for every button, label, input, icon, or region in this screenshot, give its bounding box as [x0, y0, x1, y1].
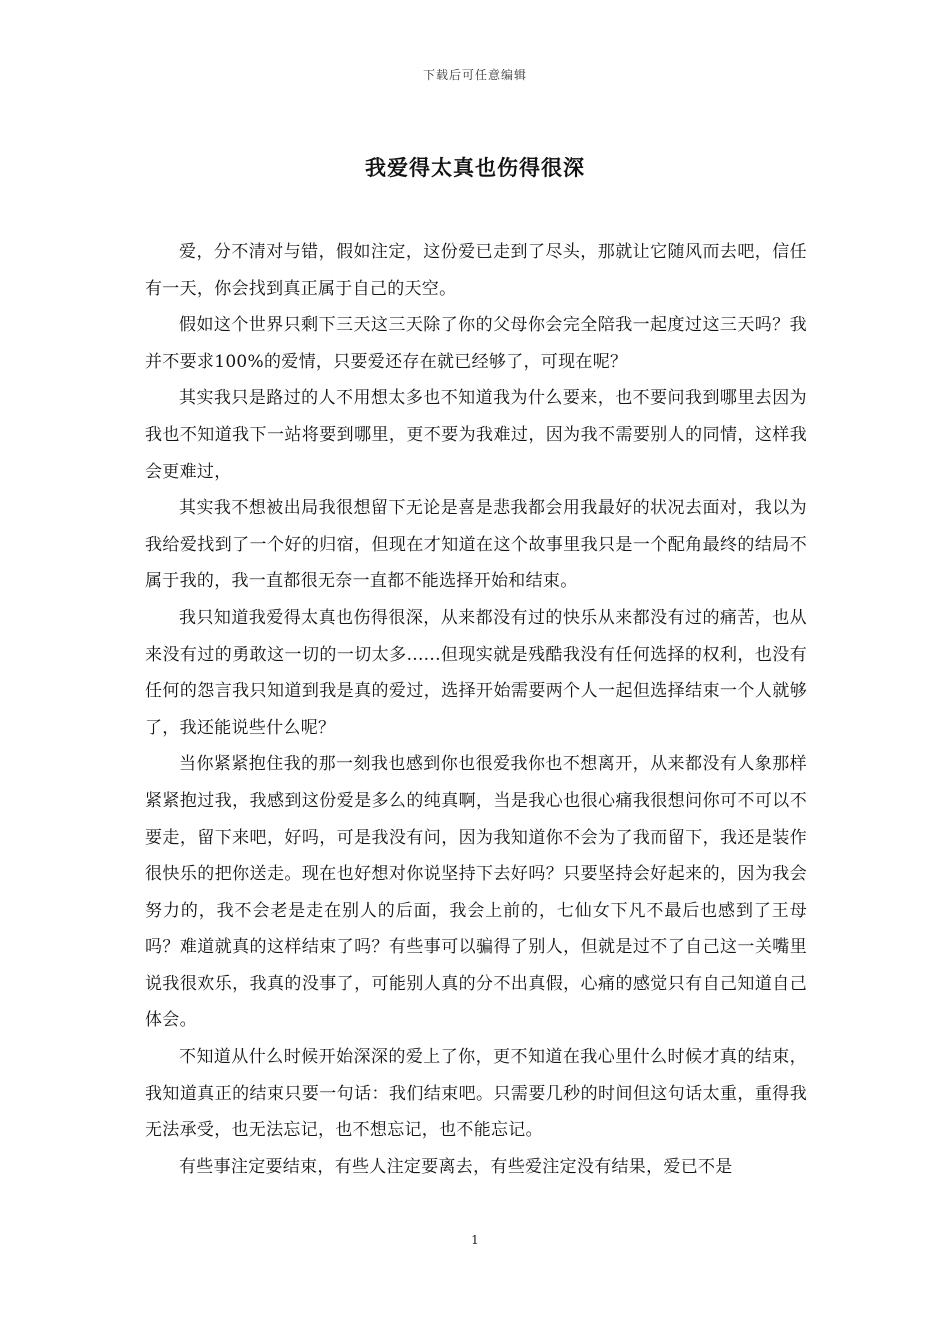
paragraph: 其实我只是路过的人不用想太多也不知道我为什么要来，也不要问我到哪里去因为我也不知道我下一站将要到哪里，更不要为我难过，因为我不需要别人的同情，这样我会更难过， [145, 388, 807, 482]
paragraph: 爱，分不清对与错，假如注定，这份爱已走到了尽头，那就让它随风而去吧，信任有一天，你会找到真正属于自己的天空。 [145, 242, 807, 299]
paragraph: 有些事注定要结束，有些人注定要离去，有些爱注定没有结果，爱已不是 [179, 1156, 733, 1177]
paragraph: 我只知道我爱得太真也伤得很深，从来都没有过的快乐从来都没有过的痛苦，也从来没有过的勇敢这一切的一切太多......但现实就是残酷我没有任何选择的权利，也没有任何的怨言我只知道到我是真的爱过，选择开始需要两个人一起但选择结束一个人就够了，我还能说些什么呢？ [145, 607, 807, 738]
page-header-note: 下载后可任意编辑 [422, 68, 527, 82]
page-number: 1 [471, 1233, 479, 1247]
paragraph: 其实我不想被出局我很想留下无论是喜是悲我都会用我最好的状况去面对，我以为我给爱找到了一个好的归宿，但现在才知道在这个故事里我只是一个配角最终的结局不属于我的，我一直都很无奈一直都不能选择开始和结束。 [145, 498, 807, 592]
document-body [145, 234, 807, 1185]
paragraph: 假如这个世界只剩下三天这三天除了你的父母你会完全陪我一起度过这三天吗？我并不要求100%的爱情，只要爱还存在就已经够了，可现在呢？ [145, 315, 807, 372]
paragraph: 不知道从什么时候开始深深的爱上了你，更不知道在我心里什么时候才真的结束，我知道真正的结束只要一句话：我们结束吧。只需要几秒的时间但这句话太重，重得我无法承受，也无法忘记，也不想忘记，也不能忘记。 [145, 1047, 807, 1141]
document-title: 我爱得太真也伤得很深 [365, 155, 585, 180]
paragraph: 当你紧紧抱住我的那一刻我也感到你也很爱我你也不想离开，从来都没有人象那样紧紧抱过我，我感到这份爱是多么的纯真啊，当是我心也很心痛我很想问你可不可以不要走，留下来吧，好吗，可是我没有问，因为我知道你不会为了我而留下，我还是装作很快乐的把你送走。现在也好想对你说坚持下去好吗？只要坚持会好起来的，因为我会努力的，我不会老是走在别人的后面，我会上前的，七仙女下凡不最后也感到了王母吗？难道就真的这样结束了吗？有些事可以骗得了别人，但就是过不了自己这一关嘴里说我很欢乐，我真的没事了，可能别人真的分不出真假，心痛的感觉只有自己知道自己体会。 [145, 754, 807, 1031]
